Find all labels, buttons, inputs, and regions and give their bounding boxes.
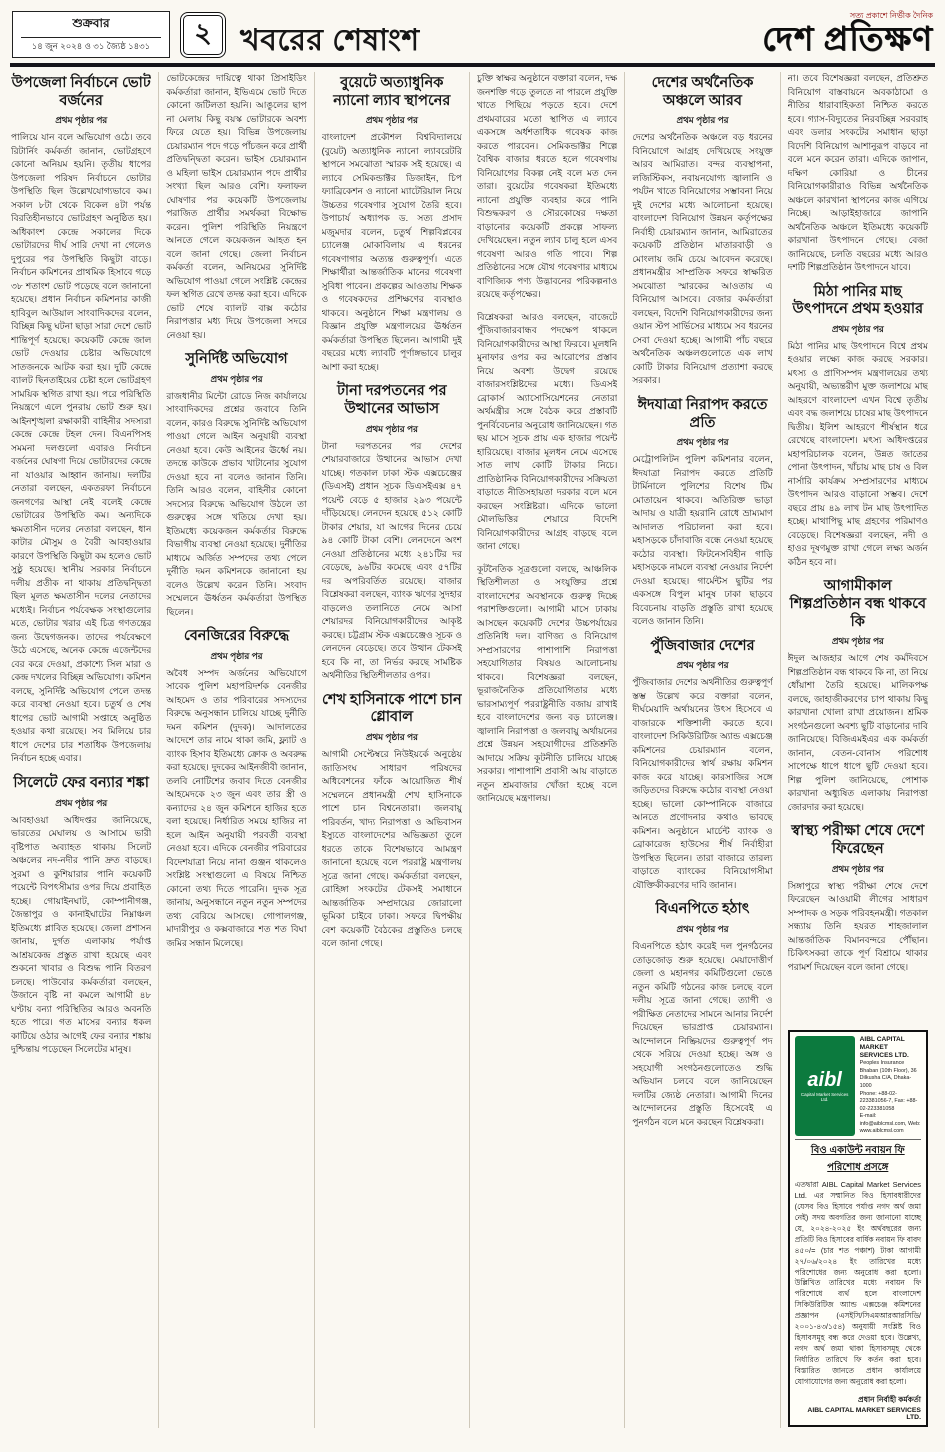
article-headline: সিলেটে ফের বন্যার শঙ্কা — [13, 774, 149, 791]
article-headline: টানা দরপতনের পর উত্থানের আভাস — [337, 383, 447, 418]
column-2 — [158, 72, 313, 1428]
article-headline: দেশের অর্থনৈতিক অঞ্চলে আরব — [651, 75, 754, 109]
article-headline: উপজেলা নির্বাচনে ভোট বর্জনের — [11, 75, 151, 109]
aibl-logo-text: aibl — [807, 1068, 842, 1091]
paper-name: দেশ প্রতিক্ষণ — [761, 22, 933, 58]
article-bnp-sudden — [632, 901, 772, 1129]
column-2-flow — [166, 72, 306, 1428]
article-capital-market — [632, 638, 772, 893]
article-body: আবহাওয়া অধিদপ্তর জানিয়েছে, ভারতের মেঘালয় ও আসামে ভারী বৃষ্টিপাত অব্যাহত থাকায় সিলেট অঞ্চলের নদ-নদীর পানি দ্রুত বাড়ছে। সুরমা ও কুশিয়ারার পানি কয়েকটি পয়েন্টে বিপৎসীমার ওপর দিয়ে প্রবাহিত হচ্ছে। গোয়াইনঘাট, কোম্পানীগঞ্জ, জৈন্তাপুর ও কানাইঘাটের নিম্নাঞ্চল ইতিমধ্যে প্লাবিত হয়েছে। জেলা প্রশাসন জানায়, দুর্গত এলাকায় পর্যাপ্ত আশ্রয়কেন্দ্র প্রস্তুত রাখা হয়েছে এবং শুকনো খাবার ও বিশুদ্ধ পানি বিতরণ চলছে। পাউবোর কর্মকর্তারা বলছেন, উজানে বৃষ্টি না কমলে আগামী ৪৮ ঘণ্টায় বন্যা পরিস্থিতির আরও অবনতি হতে পারে। গত মাসের বন্যার ধকল কাটিয়ে ওঠার আগেই ফের বন্যার শঙ্কায় দুশ্চিন্তায় পড়েছেন সিলেটের মানুষ। — [11, 814, 152, 1055]
article-economic-zone-arab — [632, 75, 772, 388]
article-body: পুঁজিবাজার দেশের অর্থনীতির গুরুত্বপূর্ণ স্তম্ভ উল্লেখ করে বক্তারা বলেন, দীর্ঘমেয়াদি অর্থায়নের উৎস হিসেবে এ বাজারকে শক্তিশালী করতে হবে। বাংলাদেশ সিকিউরিটিজ অ্যান্ড এক্সচেঞ্জ কমিশনের চেয়ারম্যান বলেন, বিনিয়োগকারীদের স্বার্থ রক্ষায় কমিশন কাজ করে যাচ্ছে। কারসাজির সঙ্গে জড়িতদের বিরুদ্ধে কঠোর ব্যবস্থা নেওয়া হচ্ছে। ভালো কোম্পানিকে বাজারে আনতে প্রণোদনার কথাও ভাবছে কমিশন। অনুষ্ঠানে মার্চেন্ট ব্যাংক ও ব্রোকারেজ হাউসের শীর্ষ নির্বাহীরা উপস্থিত ছিলেন। তারা বাজারে তারল্য বাড়াতে ব্যাংকের বিনিয়োগসীমা যৌক্তিকীকরণের দাবি জানান। — [632, 677, 773, 890]
article-sylhet-flood — [11, 775, 151, 1057]
article-headline: শেখ হাসিনাকে পাশে চান গ্লোবাল — [322, 691, 462, 726]
continued-from-label: প্রথম পৃষ্ঠার পর — [676, 115, 729, 126]
ad-address-block — [860, 1036, 921, 1136]
ad-signature-title: প্রধান নির্বাহী কর্মকর্তা — [858, 1395, 921, 1404]
column-4-flow — [477, 72, 617, 1428]
continued-from-label: প্রথম পৃষ্ঠার পর — [365, 423, 418, 434]
article-headline: বেনজিরের বিরুদ্ধে — [183, 628, 290, 645]
article-body: টানা দরপতনের পর দেশের শেয়ারবাজারে উত্থানের আভাস দেখা যাচ্ছে। গতকাল ঢাকা স্টক এক্সচেঞ্জের (ডিএসই) প্রধান সূচক ডিএসইএক্স ৪৭ পয়েন্ট বেড়ে ৫ হাজার ২৯৩ পয়েন্টে দাঁড়িয়েছে। লেনদেন হয়েছে ৫১২ কোটি টাকার শেয়ার, যা আগের দিনের চেয়ে ৯৪ কোটি টাকা বেশি। লেনদেনে অংশ নেওয়া প্রতিষ্ঠানের মধ্যে ২৪১টির দর বেড়েছে, ৯৬টির কমেছে এবং ৫৭টির দর অপরিবর্তিত রয়েছে। বাজার বিশ্লেষকরা বলছেন, ব্যাংক ঋণের সুদহার বাড়লেও তলানিতে নেমে আসা শেয়ারদর বিনিয়োগকারীদের আকৃষ্ট করছে। চট্টগ্রাম স্টক এক্সচেঞ্জেও সূচক ও লেনদেন বেড়েছে। তবে উত্থান টেকসই হবে কি না, তা নির্ভর করছে সামষ্টিক অর্থনীতির স্থিতিশীলতার ওপর। — [321, 440, 462, 681]
article-body: দেশের অর্থনৈতিক অঞ্চলে বড় ধরনের বিনিয়োগে আগ্রহ দেখিয়েছে সংযুক্ত আরব আমিরাত। বন্দর ব্যবস্থাপনা, লজিস্টিকস, নবায়নযোগ্য জ্বালানি ও পর্যটন খাতে বিনিয়োগের সম্ভাবনা নিয়ে দুই দেশের মধ্যে আলোচনা হয়েছে। বাংলাদেশ বিনিয়োগ উন্নয়ন কর্তৃপক্ষের নির্বাহী চেয়ারম্যান জানান, আমিরাতের কয়েকটি প্রতিষ্ঠান মাতারবাড়ী ও মোংলায় জমি চেয়ে আবেদন করেছে। প্রধানমন্ত্রীর সাম্প্রতিক সফরে স্বাক্ষরিত সমঝোতা স্মারকের আওতায় এ বিনিয়োগ আসবে। বেজার কর্মকর্তারা বলছেন, বিদেশি বিনিয়োগকারীদের জন্য ওয়ান স্টপ সার্ভিসের মাধ্যমে সব ধরনের সেবা দেওয়া হচ্ছে। আগামী পাঁচ বছরে অর্থনৈতিক অঞ্চলগুলোতে এক লাখ কোটি টাকার বিনিয়োগ প্রত্যাশা করছে সরকার। — [632, 132, 773, 386]
article-body: ভোটকেন্দ্রের দায়িত্বে থাকা প্রিসাইডিং কর্মকর্তারা জানান, ইভিএমে ভোট দিতে কোনো জটিলতা হয়নি। আঙুলের ছাপ না মেলায় কিছু বয়স্ক ভোটারকে অবশ্য ফিরে যেতে হয়। বিভিন্ন উপজেলায় চেয়ারম্যান পদে গড়ে পাঁচজন করে প্রার্থী প্রতিদ্বন্দ্বিতা করেন। ভাইস চেয়ারম্যান ও মহিলা ভাইস চেয়ারম্যান পদে প্রার্থীর সংখ্যা ছিল আরও বেশি। ফলাফল ঘোষণার পর কয়েকটি উপজেলায় পরাজিত প্রার্থীর সমর্থকরা বিক্ষোভ করেন। পুলিশ পরিস্থিতি নিয়ন্ত্রণে আনতে গেলে কয়েকজন আহত হন বলে জানা গেছে। জেলা নির্বাচন কর্মকর্তা বলেন, অনিয়মের সুনির্দিষ্ট অভিযোগ পাওয়া গেলে সংশ্লিষ্ট কেন্দ্রের ফল স্থগিত রেখে তদন্ত করা হবে। এদিকে ভোট শেষে ব্যালট বাক্স কঠোর নিরাপত্তার মধ্য দিয়ে উপজেলা সদরে নেওয়া হয়। — [166, 73, 307, 340]
article-sheikh-hasina-global — [322, 692, 462, 951]
column-3 — [314, 72, 469, 1428]
date-box — [12, 11, 170, 58]
continued-from-label: প্রথম পৃষ্ঠার পর — [55, 797, 108, 808]
column-4 — [469, 72, 624, 1428]
article-health-checkup-return — [788, 823, 928, 974]
section-title: খবরের শেষাংশ — [240, 24, 420, 57]
article-headline: মিঠা পানির মাছ উৎপাদনে প্রথম হওয়ার — [792, 283, 924, 318]
aibl-logo-subtext: Capital Market Services Ltd. — [800, 1091, 849, 1102]
ad-company-name: AIBL CAPITAL MARKET SERVICES LTD. — [859, 1035, 909, 1060]
page-number: ২ — [194, 17, 212, 48]
article-stock-rebound — [322, 383, 462, 682]
masthead-divider — [10, 63, 935, 67]
article-eid-travel-safety — [632, 397, 772, 629]
article-body: পালিয়ে যান বলে অভিযোগ ওঠে। তবে রিটার্নিং কর্মকর্তা জানান, ভোটগ্রহণে কোনো অনিয়ম হয়নি। তৃতীয় ধাপের উপজেলা পরিষদ নির্বাচনে ভোটার উপস্থিতি ছিল উল্লেখযোগ্যভাবে কম। সকাল ৮টা থেকে বিকেল ৪টা পর্যন্ত বিরতিহীনভাবে ভোটগ্রহণ অনুষ্ঠিত হয়। অধিকাংশ কেন্দ্রে সকালের দিকে ভোটারদের দীর্ঘ সারি দেখা না গেলেও দুপুরের পর উপস্থিতি কিছুটা বাড়ে। নির্বাচন কমিশনের প্রাথমিক হিসাবে গড়ে ৩৮ শতাংশ ভোট পড়েছে বলে জানানো হয়েছে। প্রধান নির্বাচন কমিশনার কাজী হাবিবুল আউয়াল সাংবাদিকদের বলেন, বিচ্ছিন্ন কিছু ঘটনা ছাড়া সারা দেশে ভোট শান্তিপূর্ণ হয়েছে। কয়েকটি কেন্দ্রে জাল ভোট দেওয়ার চেষ্টার অভিযোগে সাতজনকে আটক করা হয়। দুটি কেন্দ্রে ব্যালট ছিনতাইয়ের চেষ্টা হলে ভোটগ্রহণ সাময়িক স্থগিত রাখা হয়। পরে পরিস্থিতি নিয়ন্ত্রণে এলে পুনরায় ভোট শুরু হয়। আইনশৃঙ্খলা রক্ষাকারী বাহিনীর সদস্যরা কেন্দ্রে কেন্দ্রে টহল দেন। বিএনপিসহ সমমনা দলগুলো এবারও নির্বাচন বর্জনের ঘোষণা দিয়ে ভোটারদের কেন্দ্রে না যাওয়ার আহ্বান জানায়। দলটির নেতারা বলছেন, একতরফা নির্বাচনে জনগণের আস্থা নেই বলেই কেন্দ্রে ভোটারের উপস্থিতি কম। অন্যদিকে ক্ষমতাসীন দলের নেতারা বলছেন, ধান কাটার মৌসুম ও বৈরী আবহাওয়ার কারণে উপস্থিতি কিছুটা কম হলেও ভোট সুষ্ঠু হয়েছে। স্থানীয় সরকার নির্বাচনে দলীয় প্রতীক না থাকায় প্রতিদ্বন্দ্বিতা ছিল মূলত ক্ষমতাসীন দলের নেতাদের মধ্যেই। নির্বাচন পর্যবেক্ষক সংস্থাগুলোর মতে, ভোটার খরার এই চিত্র গণতন্ত্রের জন্য উদ্বেগজনক। তাদের পর্যবেক্ষণে উঠে এসেছে, অনেক কেন্দ্রে এজেন্টদের বের করে দেওয়া, প্রকাশ্যে সিল মারা ও কেন্দ্র দখলের বিচ্ছিন্ন অভিযোগ। কমিশন বলছে, সুনির্দিষ্ট অভিযোগ পেলে তদন্ত করে ব্যবস্থা নেওয়া হবে। চতুর্থ ও শেষ ধাপের ভোট আগামী সপ্তাহে অনুষ্ঠিত হওয়ার কথা রয়েছে। সব মিলিয়ে চার ধাপে দেশের চার শতাধিক উপজেলায় নির্বাচন হচ্ছে এবার। — [11, 132, 152, 764]
ad-heading: বিও একাউন্ট নবায়ন ফি পরিশোধ প্রসঙ্গে — [810, 1144, 905, 1173]
article-headline: পুঁজিবাজার দেশের — [650, 637, 755, 654]
article-headline: সুনির্দিষ্ট অভিযোগ — [185, 351, 288, 367]
continued-from-label: প্রথম পৃষ্ঠার পর — [676, 437, 729, 448]
continued-from-label: প্রথম পৃষ্ঠার পর — [55, 115, 108, 126]
ad-body-text: এতদ্বারা AIBL Capital Market Services Ltd. এর সম্মানিত বিও হিসাবধারীদের (যেসব বিও হিসাবে পর্যাপ্ত নগদ অর্থ জমা নেই) সদয় অবগতির জন্য জানানো যাচ্ছে যে, ২০২৪-২০২৫ ইং অর্থবছরের জন্য প্রতিটি বিও হিসাবের বার্ষিক নবায়ন ফি বাবদ ৪৫০/= (চার শত পঞ্চাশ) টাকা আগামী ২৭/০৬/২০২৪ ইং তারিখের মধ্যে পরিশোধের জন্য অনুরোধ করা হলো। উল্লিখিত তারিখের মধ্যে নবায়ন ফি পরিশোধে ব্যর্থ হলে বাংলাদেশ সিকিউরিটিজ অ্যান্ড এক্সচেঞ্জ কমিশনের প্রজ্ঞাপন (এসইসি/সিএমআরআরসিডি/২০০১-৪৩/১৫৪) অনুযায়ী সংশ্লিষ্ট বিও হিসাবসমূহ বন্ধ করে দেওয়া হবে। উল্লেখ্য, নগদ অর্থ জমা থাকা হিসাবসমূহ থেকে নির্ধারিত তারিখে ফি কর্তন করা হবে। বিস্তারিত জানতে প্রধান কার্যালয়ে যোগাযোগের জন্য অনুরোধ করা হলো। — [794, 1179, 921, 1387]
article-body: অবৈধ সম্পদ অর্জনের অভিযোগে সাবেক পুলিশ মহাপরিদর্শক বেনজীর আহমেদ ও তার পরিবারের সদস্যদের বিরুদ্ধে অনুসন্ধান চালিয়ে যাচ্ছে দুর্নীতি দমন কমিশন (দুদক)। আদালতের আদেশে তার নামে থাকা জমি, ফ্ল্যাট ও ব্যাংক হিসাব ইতিমধ্যে ক্রোক ও অবরুদ্ধ করা হয়েছে। দুদকের আইনজীবী জানান, তলবি নোটিশের জবাব দিতে বেনজীর আহমেদকে ২৩ জুন এবং তার স্ত্রী ও কন্যাদের ২৪ জুন কমিশনে হাজির হতে বলা হয়েছে। নির্ধারিত সময়ে হাজির না হলে আইন অনুযায়ী পরবর্তী ব্যবস্থা নেওয়া হবে। এদিকে বেনজীর পরিবারের বিদেশযাত্রা নিয়ে নানা গুঞ্জন থাকলেও সংশ্লিষ্ট সংস্থাগুলো এ বিষয়ে নিশ্চিত কোনো তথ্য দিতে পারেনি। দুদক সূত্র জানায়, অনুসন্ধানে নতুন নতুন সম্পদের তথ্য বেরিয়ে আসছে। গোপালগঞ্জ, মাদারীপুর ও কক্সবাজারে শত শত বিঘা জমির সন্ধান মিলেছে। — [166, 667, 307, 948]
masthead — [10, 8, 935, 63]
article-upazila-election — [11, 75, 151, 766]
article-body: রাজধানীর মিন্টো রোডে নিজ কার্যালয়ে সাংবাদিকদের প্রশ্নের জবাবে তিনি বলেন, কারও বিরুদ্ধে সুনির্দিষ্ট অভিযোগ পাওয়া গেলে আইন অনুযায়ী ব্যবস্থা নেওয়া হবে। কেউ আইনের ঊর্ধ্বে নয়। তদন্তে কাউকে প্রভাব খাটানোর সুযোগ দেওয়া হবে না বলেও জানান তিনি। তিনি আরও বলেন, বাহিনীর কোনো সদস্যের বিরুদ্ধে অভিযোগ উঠলে তা গুরুত্বের সঙ্গে খতিয়ে দেখা হয়। ইতিমধ্যে কয়েকজন কর্মকর্তার বিরুদ্ধে বিভাগীয় ব্যবস্থা নেওয়া হয়েছে। দুর্নীতির মাধ্যমে অর্জিত সম্পদের তথ্য পেলে দুর্নীতি দমন কমিশনকে জানানো হয় বলেও উল্লেখ করেন তিনি। সংবাদ সম্মেলনে ঊর্ধ্বতন কর্মকর্তারা উপস্থিত ছিলেন। — [166, 390, 307, 617]
aibl-logo — [795, 1036, 855, 1136]
columns-area — [10, 72, 935, 1428]
ad-signature — [795, 1394, 921, 1421]
article-buet-nano-lab — [322, 75, 462, 374]
date-line: ১৪ জুন ২০২৪ ও ৩১ জ্যৈষ্ঠ ১৪৩১ — [31, 41, 151, 51]
continued-from-label: প্রথম পৃষ্ঠার পর — [676, 924, 729, 935]
article-headline: স্বাস্থ্য পরীক্ষা শেষে দেশে ফিরেছেন — [791, 823, 925, 858]
aibl-advertisement — [788, 1030, 928, 1427]
page-number-badge — [180, 12, 226, 58]
continued-from-label: প্রথম পৃষ্ঠার পর — [365, 732, 418, 743]
column-5-flow — [632, 72, 772, 1428]
article-continuation — [477, 563, 617, 806]
ad-address-line: E-mail: info@aiblcmsl.com, Web: www.aiblcmsl.com — [859, 1113, 921, 1135]
continued-from-label: প্রথম পৃষ্ঠার পর — [676, 660, 729, 671]
column-6 — [780, 72, 935, 1428]
article-body: ঈদুল আজহার আগে শেষ কর্মদিবসে শিল্পপ্রতিষ্ঠান বন্ধ থাকবে কি না, তা নিয়ে ধোঁয়াশা তৈরি হয়েছে। মালিকপক্ষ বলছে, জাহাজীকরণের চাপ থাকায় কিছু কারখানা খোলা রাখা প্রয়োজন। শ্রমিক সংগঠনগুলো অবশ্য ছুটি বাড়ানোর দাবি জানিয়েছে। বিজিএমইএর এক কর্মকর্তা জানান, বেতন-বোনাস পরিশোধ সাপেক্ষে ধাপে ধাপে ছুটি দেওয়া হবে। শিল্প পুলিশ জানিয়েছে, পোশাক কারখানা অধ্যুষিত এলাকায় নিরাপত্তা জোরদার করা হয়েছে। — [787, 653, 928, 812]
article-specific-allegation — [166, 351, 306, 619]
continued-from-label: প্রথম পৃষ্ঠার পর — [365, 115, 418, 126]
ad-address-line: Phone: +88-02-223381056-7, Fax: +88-02-223381058 — [859, 1090, 918, 1112]
article-headline: ঈদযাত্রা নিরাপদ করতে প্রতি — [637, 396, 768, 431]
article-freshwater-fish — [788, 284, 928, 570]
article-headline: বুয়েটে অত্যাধুনিক ন্যানো ল্যাব স্থাপনের — [333, 75, 451, 109]
article-body: সিঙ্গাপুরে স্বাস্থ্য পরীক্ষা শেষে দেশে ফিরেছেন আওয়ামী লীগের সাধারণ সম্পাদক ও সড়ক পরিবহনমন্ত্রী। গতকাল সন্ধ্যায় তিনি হযরত শাহজালাল আন্তর্জাতিক বিমানবন্দরে পৌঁছান। চিকিৎসকরা তাকে পূর্ণ বিশ্রামে থাকার পরামর্শ দিয়েছেন বলে জানা গেছে। — [787, 880, 928, 972]
continued-from-label: প্রথম পৃষ্ঠার পর — [831, 323, 884, 334]
article-body: মিঠা পানির মাছ উৎপাদনে বিশ্বে প্রথম হওয়ার লক্ষ্যে কাজ করছে সরকার। মৎস্য ও প্রাণিসম্পদ মন্ত্রণালয়ের তথ্য অনুযায়ী, অভ্যন্তরীণ মুক্ত জলাশয়ে মাছ আহরণে বাংলাদেশ এখন বিশ্বে তৃতীয় এবং বদ্ধ জলাশয়ে চাষের মাছ উৎপাদনে দ্বিতীয়। ইলিশ আহরণে শীর্ষস্থান ধরে রেখেছে বাংলাদেশ। মৎস্য অধিদপ্তরের মহাপরিচালক বলেন, উন্নত জাতের পোনা উৎপাদন, খাঁচায় মাছ চাষ ও বিল নার্সারি কার্যক্রম সম্প্রসারণের মাধ্যমে উৎপাদন আরও বাড়ানো সম্ভব। দেশে বছরে প্রায় ৪৯ লাখ টন মাছ উৎপাদিত হচ্ছে। মাথাপিছু মাছ গ্রহণের পরিমাণও বেড়েছে। বিশেষজ্ঞরা বলছেন, নদী ও হাওর দূষণমুক্ত রাখা গেলে লক্ষ্য অর্জন কঠিন হবে না। — [787, 340, 928, 567]
ad-header — [795, 1036, 921, 1140]
continued-from-label: প্রথম পৃষ্ঠার পর — [831, 636, 884, 647]
continued-from-label: প্রথম পৃষ্ঠার পর — [210, 650, 263, 661]
continued-from-label: প্রথম পৃষ্ঠার পর — [831, 863, 884, 874]
article-body: আগামী সেপ্টেম্বরে নিউইয়র্কে অনুষ্ঠেয় জাতিসংঘ সাধারণ পরিষদের অধিবেশনের ফাঁকে আয়োজিত শীর্ষ সম্মেলনে প্রধানমন্ত্রী শেখ হাসিনাকে পাশে চান বিশ্বনেতারা। জলবায়ু পরিবর্তন, খাদ্য নিরাপত্তা ও অভিবাসন ইস্যুতে বাংলাদেশের অভিজ্ঞতা তুলে ধরতে তাকে বিশেষভাবে আমন্ত্রণ জানানো হয়েছে বলে পররাষ্ট্র মন্ত্রণালয় সূত্রে জানা গেছে। কর্মকর্তারা বলছেন, রোহিঙ্গা সংকটের টেকসই সমাধানে আন্তর্জাতিক সম্প্রদায়ের জোরালো ভূমিকা চাইবে ঢাকা। সফরে দ্বিপক্ষীয় বেশ কয়েকটি বৈঠকের প্রস্তুতিও চলছে বলে জানা গেছে। — [321, 749, 462, 949]
article-body: বিএনপিতে হঠাৎ করেই দল পুনর্গঠনের তোড়জোড় শুরু হয়েছে। মেয়াদোত্তীর্ণ জেলা ও মহানগর কমিটিগুলো ভেঙে নতুন কমিটি গঠনের কাজ চলছে বলে দলীয় সূত্রে জানা গেছে। ত্যাগী ও পরীক্ষিত নেতাদের সামনে আনার নির্দেশ দিয়েছেন ভারপ্রাপ্ত চেয়ারম্যান। আন্দোলনে নিষ্ক্রিয়দের গুরুত্বপূর্ণ পদ থেকে সরিয়ে দেওয়া হচ্ছে। অঙ্গ ও সহযোগী সংগঠনগুলোতেও শুদ্ধি অভিযান চলবে বলে জানিয়েছেন দলটির জ্যেষ্ঠ নেতারা। আগামী দিনের আন্দোলনের প্রস্তুতি হিসেবেই এ পুনর্গঠন বলে মনে করছেন বিশ্লেষকরা। — [632, 941, 773, 1127]
column-3-flow — [322, 72, 462, 1428]
article-headline: বিএনপিতে হঠাৎ — [655, 901, 750, 918]
article-body: চুক্তি স্বাক্ষর অনুষ্ঠানে বক্তারা বলেন, দক্ষ জনশক্তি গড়ে তুলতে না পারলে প্রযুক্তি খাতে পিছিয়ে পড়তে হবে। দেশে প্রথমবারের মতো স্থাপিত এ ল্যাবে একসঙ্গে অর্ধশতাধিক গবেষক কাজ করতে পারবেন। সেমিকন্ডাক্টর শিল্পে বৈশ্বিক বাজার ধরতে হলে গবেষণায় বিনিয়োগের বিকল্প নেই বলে মত দেন তারা। বুয়েটের গবেষকরা ইতিমধ্যে ন্যানো প্রযুক্তি ব্যবহার করে পানি বিশুদ্ধকরণ ও সৌরকোষের দক্ষতা বাড়ানোর কয়েকটি প্রকল্পে সাফল্য দেখিয়েছেন। নতুন ল্যাব চালু হলে এসব গবেষণা আরও গতি পাবে। শিল্প প্রতিষ্ঠানের সঙ্গে যৌথ গবেষণার মাধ্যমে বাণিজ্যিক পণ্য উদ্ভাবনের পরিকল্পনাও রয়েছে কর্তৃপক্ষের। — [476, 73, 618, 299]
weekday-label: শুক্রবার — [21, 15, 161, 38]
article-continuation — [166, 72, 306, 342]
article-headline: আগামীকাল শিল্পপ্রতিষ্ঠান বন্ধ থাকবে কি — [789, 578, 927, 630]
ad-signature-company: AIBL CAPITAL MARKET SERVICES LTD. — [807, 1407, 921, 1421]
article-body: বিশ্লেষকরা আরও বলছেন, বাজেটে পুঁজিবাজারবান্ধব পদক্ষেপ থাকলে বিনিয়োগকারীদের আস্থা ফিরবে। মূলধনি মুনাফার ওপর কর আরোপের প্রস্তাব নিয়ে অবশ্য উদ্বেগ রয়েছে বাজারসংশ্লিষ্টদের মধ্যে। ডিএসই ব্রোকার্স অ্যাসোসিয়েশনের নেতারা অর্থমন্ত্রীর সঙ্গে বৈঠক করে প্রস্তাবটি পুনর্বিবেচনার অনুরোধ জানিয়েছেন। গত ছয় মাসে সূচক প্রায় এক হাজার পয়েন্ট হারিয়েছে। বাজার মূলধন নেমে এসেছে সাত লাখ কোটি টাকার নিচে। প্রাতিষ্ঠানিক বিনিয়োগকারীদের সক্রিয়তা বাড়াতে নীতিসহায়তা দরকার বলে মনে করছেন সংশ্লিষ্টরা। এদিকে ভালো মৌলভিত্তির শেয়ারে বিদেশি বিনিয়োগকারীদের আগ্রহ বাড়ছে বলে জানা গেছে। — [476, 311, 618, 551]
column-1 — [10, 72, 158, 1428]
article-body: না। তবে বিশেষজ্ঞরা বলছেন, প্রতিশ্রুত বিনিয়োগ বাস্তবায়নে অবকাঠামো ও নীতির ধারাবাহিকতা নিশ্চিত করতে হবে। গ্যাস-বিদ্যুতের নিরবচ্ছিন্ন সরবরাহ এবং ডলার সংকটের সমাধান ছাড়া বিদেশি বিনিয়োগ আশানুরূপ বাড়বে না বলে মনে করেন তারা। এদিকে জাপান, দক্ষিণ কোরিয়া ও চীনের বিনিয়োগকারীরাও বিভিন্ন অর্থনৈতিক অঞ্চলে কারখানা স্থাপনের কাজ এগিয়ে নিচ্ছে। আড়াইহাজারে জাপানি অর্থনৈতিক অঞ্চলে ইতিমধ্যে কয়েকটি কারখানা উৎপাদনে গেছে। বেজা জানিয়েছে, চলতি বছরের মধ্যে আরও দশটি শিল্পপ্রতিষ্ঠান উৎপাদনে যাবে। — [787, 73, 928, 272]
continued-from-label: প্রথম পৃষ্ঠার পর — [210, 373, 263, 384]
paper-logo — [762, 10, 933, 58]
ad-address-line: Peoples Insurance Bhaban (10th Floor), 36 Dilkusha C/A, Dhaka-1000 — [859, 1060, 917, 1089]
article-benazir-case — [166, 628, 306, 950]
paper-tagline: সত্য প্রকাশে নির্ভীক দৈনিক — [849, 11, 933, 20]
column-5 — [624, 72, 779, 1428]
article-body: বাংলাদেশ প্রকৌশল বিশ্ববিদ্যালয়ে (বুয়েট) অত্যাধুনিক ন্যানো ল্যাবরেটরি স্থাপনে সমঝোতা স্মারক সই হয়েছে। এ ল্যাবে সেমিকন্ডাক্টর ডিজাইন, চিপ ফ্যাব্রিকেশন ও ন্যানো ম্যাটেরিয়াল নিয়ে উচ্চতর গবেষণার সুযোগ তৈরি হবে। উপাচার্য অধ্যাপক ড. সত্য প্রসাদ মজুমদার বলেন, চতুর্থ শিল্পবিপ্লবের চ্যালেঞ্জ মোকাবিলায় এ ধরনের গবেষণাগার অত্যন্ত গুরুত্বপূর্ণ। এতে শিক্ষার্থীরা আন্তর্জাতিক মানের গবেষণা সুবিধা পাবেন। প্রকল্পের আওতায় শিক্ষক ও গবেষকদের প্রশিক্ষণের ব্যবস্থাও থাকবে। অনুষ্ঠানে শিক্ষা মন্ত্রণালয় ও বিজ্ঞান প্রযুক্তি মন্ত্রণালয়ের ঊর্ধ্বতন কর্মকর্তারা উপস্থিত ছিলেন। আগামী দুই বছরের মধ্যে ল্যাবটি পূর্ণাঙ্গভাবে চালুর আশা করা হচ্ছে। — [321, 132, 462, 372]
column-1-flow — [11, 72, 151, 1428]
article-continuation — [477, 72, 617, 302]
article-factory-holiday — [788, 578, 928, 814]
article-body: কূটনৈতিক সূত্রগুলো বলছে, আঞ্চলিক স্থিতিশীলতা ও সংযুক্তির প্রশ্নে বাংলাদেশের অবস্থানকে গুরুত্ব দিচ্ছে পরাশক্তিগুলো। আগামী মাসে ঢাকায় আসছেন কয়েকটি দেশের উচ্চপর্যায়ের প্রতিনিধি দল। বাণিজ্য ও বিনিয়োগ সম্প্রসারণের পাশাপাশি নিরাপত্তা সহযোগিতার বিষয়ও আলোচনায় থাকবে। বিশেষজ্ঞরা বলছেন, ভূরাজনৈতিক প্রতিযোগিতার মধ্যে ভারসাম্যপূর্ণ পররাষ্ট্রনীতি বজায় রাখাই হবে বাংলাদেশের জন্য বড় চ্যালেঞ্জ। জ্বালানি নিরাপত্তা ও জলবায়ু অর্থায়নের প্রশ্নে উন্নয়ন সহযোগীদের প্রতিশ্রুতি আদায়ে সক্রিয় কূটনীতি চালিয়ে যাচ্ছে সরকার। পাশাপাশি প্রবাসী আয় বাড়াতে নতুন শ্রমবাজার খোঁজা হচ্ছে বলে জানিয়েছে মন্ত্রণালয়। — [476, 563, 618, 803]
article-continuation — [477, 311, 617, 554]
article-body: মেট্রোপলিটন পুলিশ কমিশনার বলেন, ঈদযাত্রা নিরাপদ করতে প্রতিটি টার্মিনালে পুলিশের বিশেষ টিম মোতায়েন থাকবে। অতিরিক্ত ভাড়া আদায় ও যাত্রী হয়রানি রোধে ভ্রাম্যমাণ আদালত পরিচালনা করা হবে। মহাসড়কে চাঁদাবাজি বন্ধে নেওয়া হয়েছে কঠোর ব্যবস্থা। ফিটনেসবিহীন গাড়ি মহাসড়কে নামলে ব্যবস্থা নেওয়ার নির্দেশ দেওয়া হয়েছে। গার্মেন্টস ছুটির পর একসঙ্গে বিপুল মানুষ ঢাকা ছাড়বে বিবেচনায় বাড়তি প্রস্তুতি রাখা হয়েছে বলেও জানান তিনি। — [632, 454, 773, 627]
article-continuation — [788, 72, 928, 275]
column-6-flow — [788, 72, 928, 1026]
